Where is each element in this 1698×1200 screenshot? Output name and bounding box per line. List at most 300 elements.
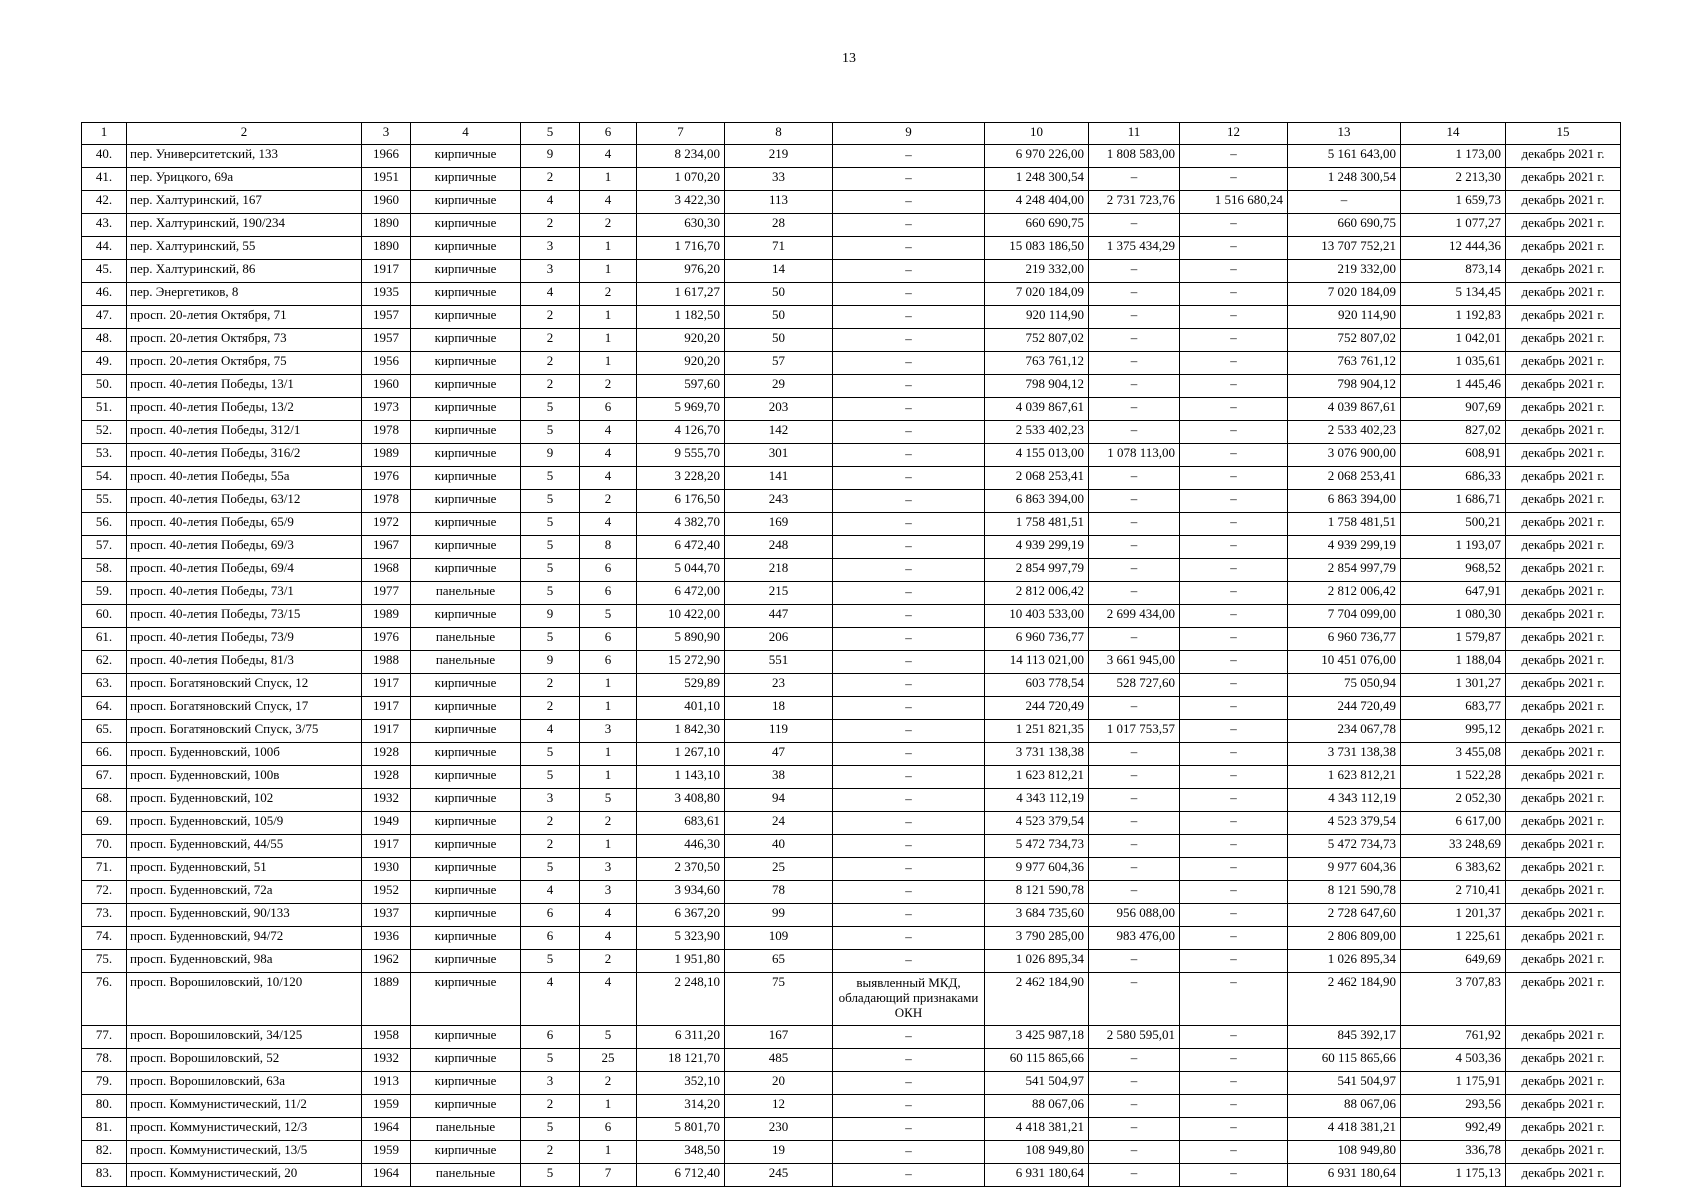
table-cell: – (833, 812, 985, 835)
table-cell: декабрь 2021 г. (1506, 835, 1621, 858)
table-row (82, 973, 1621, 1026)
table-cell: декабрь 2021 г. (1506, 191, 1621, 214)
table-cell: 72. (82, 881, 127, 904)
table-row (82, 812, 1621, 835)
table-cell: 65 (725, 950, 833, 973)
table-cell: 5 (521, 559, 580, 582)
table-cell: декабрь 2021 г. (1506, 582, 1621, 605)
table-cell: – (1180, 536, 1288, 559)
table-cell: 20 (725, 1072, 833, 1095)
table-row (82, 283, 1621, 306)
table-cell: 9 977 604,36 (1288, 858, 1401, 881)
table-row (82, 168, 1621, 191)
table-cell: 1 (580, 743, 637, 766)
table-cell: 6 367,20 (637, 904, 725, 927)
table-cell: 59. (82, 582, 127, 605)
table-cell: просп. Ворошиловский, 52 (127, 1049, 362, 1072)
table-cell: кирпичные (411, 260, 521, 283)
table-cell: – (1180, 421, 1288, 444)
table-cell: 1917 (362, 697, 411, 720)
header-cell: 3 (362, 123, 411, 145)
table-cell: – (833, 306, 985, 329)
table-cell: просп. Богатяновский Спуск, 12 (127, 674, 362, 697)
table-row (82, 444, 1621, 467)
table-row (82, 1118, 1621, 1141)
table-cell: кирпичные (411, 237, 521, 260)
table-cell: декабрь 2021 г. (1506, 1164, 1621, 1187)
table-cell: 141 (725, 467, 833, 490)
table-cell: 920,20 (637, 352, 725, 375)
table-cell: 2 731 723,76 (1089, 191, 1180, 214)
table-cell: 167 (725, 1026, 833, 1049)
table-cell: 54. (82, 467, 127, 490)
table-cell: 1 (580, 1141, 637, 1164)
table-cell: – (1180, 973, 1288, 1026)
table-cell: 6 (521, 1026, 580, 1049)
table-cell: 4 155 013,00 (985, 444, 1089, 467)
table-cell: просп. Коммунистический, 11/2 (127, 1095, 362, 1118)
table-cell: 8 121 590,78 (1288, 881, 1401, 904)
table-cell: 18 (725, 697, 833, 720)
table-cell: 1 251 821,35 (985, 720, 1089, 743)
table-cell: 80. (82, 1095, 127, 1118)
table-cell: кирпичные (411, 766, 521, 789)
table-cell: кирпичные (411, 1026, 521, 1049)
table-cell: 1 026 895,34 (1288, 950, 1401, 973)
table-cell: пер. Урицкого, 69а (127, 168, 362, 191)
table-cell: – (833, 168, 985, 191)
table-cell: 3 (521, 237, 580, 260)
table-cell: 50 (725, 306, 833, 329)
table-cell: 9 (521, 651, 580, 674)
table-cell: – (1180, 812, 1288, 835)
header-cell: 12 (1180, 123, 1288, 145)
table-cell: 1 (580, 1095, 637, 1118)
table-cell: – (1180, 444, 1288, 467)
table-cell: пер. Халтуринский, 167 (127, 191, 362, 214)
table-cell: 1 (580, 260, 637, 283)
table-cell: 1966 (362, 145, 411, 168)
table-cell: декабрь 2021 г. (1506, 973, 1621, 1026)
table-cell: – (1180, 628, 1288, 651)
table-cell: 7 020 184,09 (1288, 283, 1401, 306)
table-cell: – (833, 651, 985, 674)
table-cell: 2 (521, 214, 580, 237)
table-cell: – (1180, 1026, 1288, 1049)
table-cell: декабрь 2021 г. (1506, 1118, 1621, 1141)
table-cell: – (1089, 1118, 1180, 1141)
table-cell: 1928 (362, 743, 411, 766)
table-cell: – (833, 513, 985, 536)
table-cell: декабрь 2021 г. (1506, 743, 1621, 766)
table-cell: кирпичные (411, 858, 521, 881)
table-cell: 3 (521, 1072, 580, 1095)
table-cell: – (1089, 835, 1180, 858)
table-cell: – (1180, 467, 1288, 490)
table-cell: 1 042,01 (1401, 329, 1506, 352)
table-cell: 108 949,80 (1288, 1141, 1401, 1164)
table-cell: 71 (725, 237, 833, 260)
table-cell: 4 503,36 (1401, 1049, 1506, 1072)
table-cell: 19 (725, 1141, 833, 1164)
table-cell: 608,91 (1401, 444, 1506, 467)
table-cell: – (833, 237, 985, 260)
table-cell: 4 039 867,61 (985, 398, 1089, 421)
table-cell: 1976 (362, 628, 411, 651)
table-cell: 88 067,06 (1288, 1095, 1401, 1118)
table-cell: декабрь 2021 г. (1506, 398, 1621, 421)
table-cell: 920 114,90 (985, 306, 1089, 329)
table-cell: 4 (521, 881, 580, 904)
table-cell: кирпичные (411, 421, 521, 444)
table-cell: 12 (725, 1095, 833, 1118)
table-cell: 1 758 481,51 (985, 513, 1089, 536)
table-cell: – (1089, 306, 1180, 329)
table-cell: 5 (580, 1026, 637, 1049)
table-cell: 50. (82, 375, 127, 398)
table-cell: 6 (580, 651, 637, 674)
table-cell: 1 (580, 168, 637, 191)
table-cell: 5 (521, 582, 580, 605)
table-cell: 348,50 (637, 1141, 725, 1164)
table-cell: 3 731 138,38 (985, 743, 1089, 766)
table-cell: просп. 40-летия Победы, 312/1 (127, 421, 362, 444)
table-cell: – (833, 1164, 985, 1187)
table-cell: – (1180, 375, 1288, 398)
table-cell: 2 (521, 352, 580, 375)
table-row (82, 214, 1621, 237)
table-cell: 5 (521, 1118, 580, 1141)
table-cell: 6 931 180,64 (1288, 1164, 1401, 1187)
table-cell: кирпичные (411, 352, 521, 375)
table-cell: просп. 40-летия Победы, 65/9 (127, 513, 362, 536)
table-row (82, 720, 1621, 743)
table-cell: 4 (580, 191, 637, 214)
table-cell: – (1089, 513, 1180, 536)
table-cell: 1978 (362, 490, 411, 513)
table-cell: кирпичные (411, 444, 521, 467)
table-cell: – (1089, 789, 1180, 812)
table-cell: кирпичные (411, 467, 521, 490)
table-cell: декабрь 2021 г. (1506, 444, 1621, 467)
table-cell: 1 026 895,34 (985, 950, 1089, 973)
header-cell: 4 (411, 123, 521, 145)
table-cell: 485 (725, 1049, 833, 1072)
table-cell: декабрь 2021 г. (1506, 490, 1621, 513)
table-cell: 219 332,00 (1288, 260, 1401, 283)
table-cell: 1 017 753,57 (1089, 720, 1180, 743)
table-cell: – (1180, 306, 1288, 329)
table-cell: 113 (725, 191, 833, 214)
table-cell: просп. 40-летия Победы, 316/2 (127, 444, 362, 467)
table-cell: 218 (725, 559, 833, 582)
table-cell: 683,61 (637, 812, 725, 835)
table-cell: 6 383,62 (1401, 858, 1506, 881)
table-cell: декабрь 2021 г. (1506, 559, 1621, 582)
table-cell: – (1089, 582, 1180, 605)
table-cell: 83. (82, 1164, 127, 1187)
table-cell: 1 078 113,00 (1089, 444, 1180, 467)
table-cell: 6 712,40 (637, 1164, 725, 1187)
table-cell: – (833, 260, 985, 283)
table-cell: декабрь 2021 г. (1506, 1026, 1621, 1049)
table-cell: 2 812 006,42 (1288, 582, 1401, 605)
table-cell: 67. (82, 766, 127, 789)
table-cell: – (833, 490, 985, 513)
table-cell: 4 343 112,19 (1288, 789, 1401, 812)
table-cell: – (1180, 835, 1288, 858)
table-cell: декабрь 2021 г. (1506, 1095, 1621, 1118)
table-cell: 1 758 481,51 (1288, 513, 1401, 536)
table-cell: 2 699 434,00 (1089, 605, 1180, 628)
table-row (82, 375, 1621, 398)
table-cell: 976,20 (637, 260, 725, 283)
table-cell: кирпичные (411, 536, 521, 559)
table-cell: 14 113 021,00 (985, 651, 1089, 674)
table-cell: 1 267,10 (637, 743, 725, 766)
table-row (82, 329, 1621, 352)
table-cell: 763 761,12 (985, 352, 1089, 375)
table-cell: 2 (521, 1095, 580, 1118)
table-cell: 683,77 (1401, 697, 1506, 720)
table-cell: 1 445,46 (1401, 375, 1506, 398)
header-cell: 1 (82, 123, 127, 145)
table-cell: – (1089, 950, 1180, 973)
table-cell: 4 248 404,00 (985, 191, 1089, 214)
table-cell: – (833, 1049, 985, 1072)
table-row (82, 927, 1621, 950)
table-cell: 5 161 643,00 (1288, 145, 1401, 168)
table-row (82, 237, 1621, 260)
table-cell: 2 (580, 812, 637, 835)
table-cell: 1 808 583,00 (1089, 145, 1180, 168)
table-cell: 2 (521, 306, 580, 329)
table-cell: 5 (521, 467, 580, 490)
table-cell: панельные (411, 1118, 521, 1141)
table-cell: 9 (521, 605, 580, 628)
table-cell: 1 (580, 352, 637, 375)
table-cell: 5 (521, 628, 580, 651)
table-cell: 1 617,27 (637, 283, 725, 306)
table-cell: декабрь 2021 г. (1506, 674, 1621, 697)
table-cell: 1 579,87 (1401, 628, 1506, 651)
table-cell: 2 (521, 697, 580, 720)
table-cell: 5 (521, 1164, 580, 1187)
table-cell: – (1089, 743, 1180, 766)
table-cell: – (1089, 260, 1180, 283)
table-cell: – (1180, 1095, 1288, 1118)
table-cell: 1 201,37 (1401, 904, 1506, 927)
table-cell: кирпичные (411, 674, 521, 697)
table-cell: 46. (82, 283, 127, 306)
table-cell: 99 (725, 904, 833, 927)
table-cell: 1 (580, 697, 637, 720)
table-cell: 5 969,70 (637, 398, 725, 421)
table-cell: декабрь 2021 г. (1506, 421, 1621, 444)
table-cell: – (833, 1072, 985, 1095)
table-cell: 827,02 (1401, 421, 1506, 444)
table-cell: – (1180, 513, 1288, 536)
table-cell: 9 (521, 145, 580, 168)
header-cell: 13 (1288, 123, 1401, 145)
table-cell: – (833, 950, 985, 973)
table-cell: просп. Буденновский, 105/9 (127, 812, 362, 835)
table-cell: 5 (521, 490, 580, 513)
table-cell: – (1180, 329, 1288, 352)
table-cell: 293,56 (1401, 1095, 1506, 1118)
table-cell: – (833, 467, 985, 490)
table-cell: кирпичные (411, 1141, 521, 1164)
table-cell: 3 790 285,00 (985, 927, 1089, 950)
table-cell: 1 (580, 237, 637, 260)
table-cell: 1977 (362, 582, 411, 605)
table-cell: 48. (82, 329, 127, 352)
table-cell: 5 (521, 1049, 580, 1072)
table-cell: 5 472 734,73 (985, 835, 1089, 858)
table-cell: 1989 (362, 444, 411, 467)
table-row (82, 582, 1621, 605)
table-cell: 6 970 226,00 (985, 145, 1089, 168)
table-cell: декабрь 2021 г. (1506, 605, 1621, 628)
table-cell: 1958 (362, 1026, 411, 1049)
table-cell: декабрь 2021 г. (1506, 467, 1621, 490)
table-cell: – (1180, 1141, 1288, 1164)
table-cell: – (1180, 927, 1288, 950)
table-cell: 1928 (362, 766, 411, 789)
table-cell: 1957 (362, 306, 411, 329)
table-cell: кирпичные (411, 283, 521, 306)
table-body (82, 123, 1621, 1187)
table-cell: – (1180, 651, 1288, 674)
table-cell: – (833, 605, 985, 628)
table-cell: декабрь 2021 г. (1506, 260, 1621, 283)
table-cell: 956 088,00 (1089, 904, 1180, 927)
table-cell: 1973 (362, 398, 411, 421)
table-cell: просп. Коммунистический, 13/5 (127, 1141, 362, 1164)
table-cell: 4 (521, 720, 580, 743)
table-cell: 1889 (362, 973, 411, 1026)
table-cell: просп. Буденновский, 72а (127, 881, 362, 904)
table-cell: 1913 (362, 1072, 411, 1095)
table-cell: 6 863 394,00 (1288, 490, 1401, 513)
table-cell: 2 (521, 674, 580, 697)
table-cell: просп. Буденновский, 51 (127, 858, 362, 881)
table-cell: кирпичные (411, 789, 521, 812)
table-cell: 6 472,00 (637, 582, 725, 605)
table-cell: 4 (521, 191, 580, 214)
table-cell: 69. (82, 812, 127, 835)
header-cell: 6 (580, 123, 637, 145)
table-cell: 79. (82, 1072, 127, 1095)
table-cell: 1 (580, 835, 637, 858)
table-cell: – (1180, 904, 1288, 927)
table-cell: 1 (580, 766, 637, 789)
table-cell: 1 623 812,21 (985, 766, 1089, 789)
table-cell: – (833, 858, 985, 881)
table-cell: 4 (580, 444, 637, 467)
table-cell: 798 904,12 (985, 375, 1089, 398)
table-cell: 6 176,50 (637, 490, 725, 513)
table-cell: 50 (725, 329, 833, 352)
table-cell: 3 (521, 789, 580, 812)
table-row (82, 536, 1621, 559)
table-cell: 75. (82, 950, 127, 973)
table-cell: – (833, 835, 985, 858)
table-cell: просп. Ворошиловский, 63а (127, 1072, 362, 1095)
table-cell: просп. Ворошиловский, 10/120 (127, 973, 362, 1026)
table-cell: 56. (82, 513, 127, 536)
table-cell: – (833, 881, 985, 904)
table-cell: 528 727,60 (1089, 674, 1180, 697)
table-cell: – (1180, 168, 1288, 191)
table-cell: декабрь 2021 г. (1506, 927, 1621, 950)
table-cell: 142 (725, 421, 833, 444)
table-cell: декабрь 2021 г. (1506, 766, 1621, 789)
table-cell: – (1089, 283, 1180, 306)
table-cell: 541 504,97 (1288, 1072, 1401, 1095)
table-cell: 4 039 867,61 (1288, 398, 1401, 421)
table-cell: 78. (82, 1049, 127, 1072)
table-cell: 1 182,50 (637, 306, 725, 329)
header-cell: 11 (1089, 123, 1180, 145)
table-cell: 6 472,40 (637, 536, 725, 559)
table-cell: 6 960 736,77 (985, 628, 1089, 651)
table-cell: 1978 (362, 421, 411, 444)
table-cell: 44. (82, 237, 127, 260)
table-cell: 2 213,30 (1401, 168, 1506, 191)
table-cell: кирпичные (411, 720, 521, 743)
table-cell: 2 728 647,60 (1288, 904, 1401, 927)
table-row (82, 490, 1621, 513)
table-row (82, 628, 1621, 651)
table-cell: 752 807,02 (1288, 329, 1401, 352)
table-cell: 4 523 379,54 (1288, 812, 1401, 835)
table-cell: 995,12 (1401, 720, 1506, 743)
table-cell: 4 (580, 973, 637, 1026)
table-row (82, 858, 1621, 881)
table-cell: – (1180, 145, 1288, 168)
table-cell: 4 382,70 (637, 513, 725, 536)
table-row (82, 766, 1621, 789)
table-cell: 43. (82, 214, 127, 237)
table-cell: 5 (580, 789, 637, 812)
table-cell: 65. (82, 720, 127, 743)
table-cell: – (1089, 329, 1180, 352)
table-cell: – (833, 766, 985, 789)
table-cell: просп. 40-летия Победы, 73/1 (127, 582, 362, 605)
table-cell: 75 (725, 973, 833, 1026)
table-cell: 10 403 533,00 (985, 605, 1089, 628)
header-cell: 8 (725, 123, 833, 145)
table-cell: 1951 (362, 168, 411, 191)
table-cell: – (1089, 628, 1180, 651)
table-cell: 5 (521, 743, 580, 766)
table-cell: 845 392,17 (1288, 1026, 1401, 1049)
table-cell: 15 272,90 (637, 651, 725, 674)
table-cell: 66. (82, 743, 127, 766)
table-cell: – (833, 536, 985, 559)
table-cell: кирпичные (411, 904, 521, 927)
table-cell: пер. Халтуринский, 86 (127, 260, 362, 283)
table-cell: панельные (411, 628, 521, 651)
table-cell: кирпичные (411, 306, 521, 329)
table-row (82, 1026, 1621, 1049)
table-cell: 1964 (362, 1118, 411, 1141)
table-cell: кирпичные (411, 881, 521, 904)
table-cell: 28 (725, 214, 833, 237)
table-cell: 248 (725, 536, 833, 559)
table-cell: 2 854 997,79 (1288, 559, 1401, 582)
